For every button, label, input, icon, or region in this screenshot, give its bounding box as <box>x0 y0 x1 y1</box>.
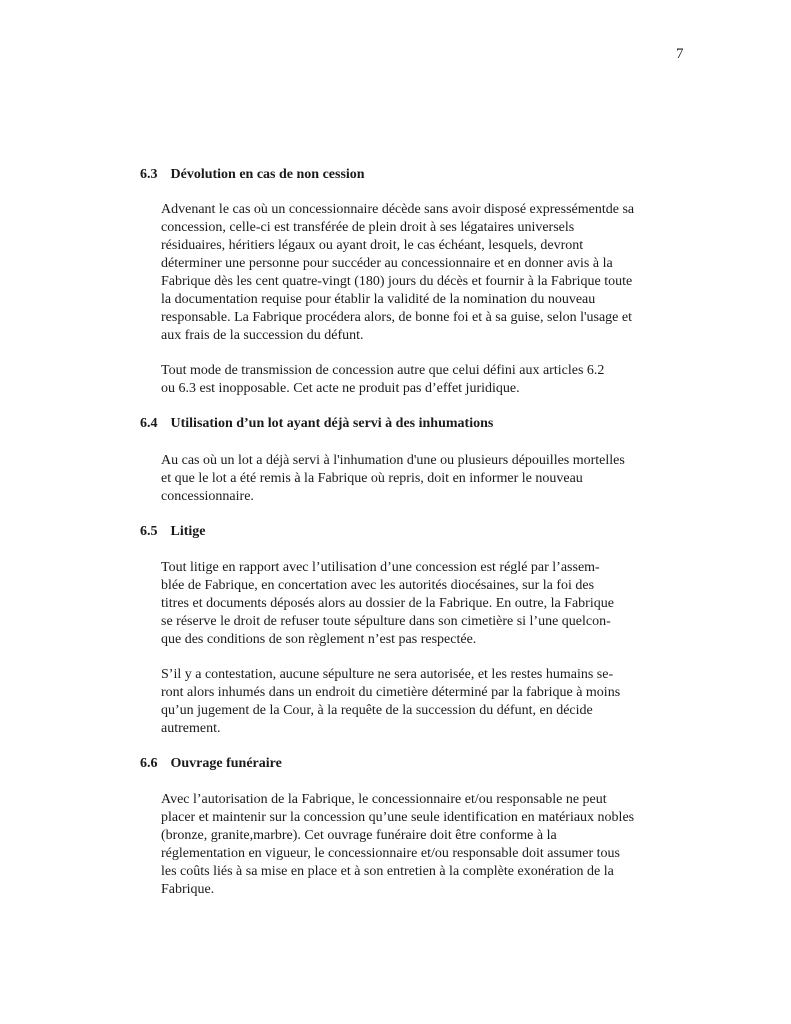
paragraph-6-5-2 <box>161 666 620 738</box>
section-title: Dévolution en cas de non cession <box>170 167 365 182</box>
text-line: Au cas où un lot a déjà servi à l'inhumation d'une ou plusieurs dépouilles mortelles <box>161 453 625 468</box>
section-number: 6.6 <box>140 756 158 771</box>
section-title: Utilisation d’un lot ayant déjà servi à des inhumations <box>170 416 494 431</box>
text-line: placer et maintenir sur la concession qu’une seule identification en matériaux nobles <box>161 810 635 825</box>
text-line: concession, celle-ci est transférée de plein droit à ses légataires universels <box>161 220 575 235</box>
text-line: la documentation requise pour établir la validité de la nomination du nouveau <box>161 292 596 307</box>
text-line: aux frais de la succession du défunt. <box>161 328 364 343</box>
section-title: Litige <box>170 524 206 539</box>
text-line: Tout litige en rapport avec l’utilisation d’une concession est réglé par l’assem- <box>161 560 600 575</box>
section-number: 6.3 <box>140 167 158 182</box>
text-line: ront alors inhumés dans un endroit du cimetière déterminé par la fabrique à moins <box>161 685 621 700</box>
paragraph-6-3-1 <box>161 201 634 345</box>
paragraph-6-4-1 <box>161 452 625 506</box>
text-line: titres et documents déposés alors au dossier de la Fabrique. En outre, la Fabrique <box>161 596 614 611</box>
text-line: Fabrique dès les cent quatre-vingt (180) jours du décès et fournir à la Fabrique toute <box>161 274 633 289</box>
text-line: qu’un jugement de la Cour, à la requête de la succession du défunt, en décide <box>161 703 593 718</box>
paragraph-6-6-1 <box>161 791 634 899</box>
text-line: que des conditions de son règlement n’est pas respectée. <box>161 632 477 647</box>
text-line: résiduaires, héritiers légaux ou ayant droit, le cas échéant, lesquels, devront <box>161 238 584 253</box>
section-heading-6-6 <box>140 756 282 772</box>
section-number: 6.5 <box>140 524 158 539</box>
text-line: responsable. La Fabrique procédera alors, de bonne foi et à sa guise, selon l'usage et <box>161 310 632 325</box>
text-line: déterminer une personne pour succéder au concessionnaire et en donner avis à la <box>161 256 613 271</box>
section-title: Ouvrage funéraire <box>170 756 282 771</box>
text-line: S’il y a contestation, aucune sépulture ne sera autorisée, et les restes humains se- <box>161 667 614 682</box>
section-heading-6-5 <box>140 524 206 540</box>
text-line: (bronze, granite,marbre). Cet ouvrage funéraire doit être conforme à la <box>161 828 557 843</box>
text-line: les coûts liés à sa mise en place et à son entretien à la complète exonération de la <box>161 864 614 879</box>
text-line: blée de Fabrique, en concertation avec les autorités diocésaines, sur la foi des <box>161 578 595 593</box>
text-line: Advenant le cas où un concessionnaire décède sans avoir disposé expressémentde sa <box>161 202 635 217</box>
section-number: 6.4 <box>140 416 158 431</box>
text-line: réglementation en vigueur, le concessionnaire et/ou responsable doit assumer tous <box>161 846 620 861</box>
page-number: 7 <box>676 46 684 62</box>
text-line: se réserve le droit de refuser toute sépulture dans son cimetière si l’une quelcon- <box>161 614 611 629</box>
text-line: et que le lot a été remis à la Fabrique où repris, doit en informer le nouveau <box>161 471 583 486</box>
text-line: concessionnaire. <box>161 489 254 504</box>
text-line: Tout mode de transmission de concession autre que celui défini aux articles 6.2 <box>161 363 605 378</box>
section-heading-6-3 <box>140 167 365 183</box>
text-line: Avec l’autorisation de la Fabrique, le concessionnaire et/ou responsable ne peut <box>161 792 607 807</box>
text-line: Fabrique. <box>161 882 215 897</box>
paragraph-6-3-2 <box>161 362 604 398</box>
text-line: autrement. <box>161 721 221 736</box>
section-heading-6-4 <box>140 416 493 432</box>
paragraph-6-5-1 <box>161 559 614 649</box>
text-line: ou 6.3 est inopposable. Cet acte ne produit pas d’effet juridique. <box>161 381 520 396</box>
